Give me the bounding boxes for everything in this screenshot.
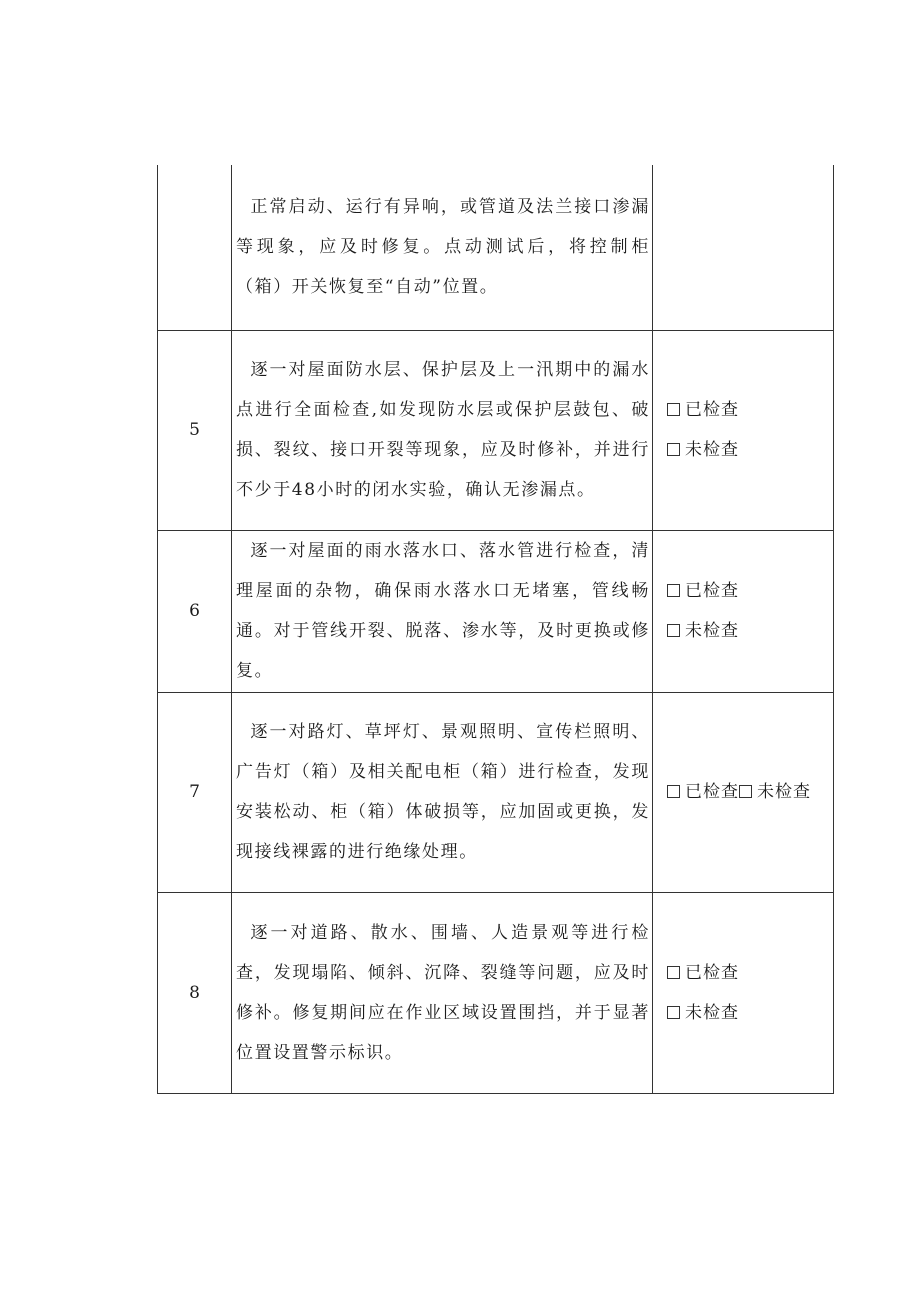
table-row xyxy=(158,165,834,330)
table-row xyxy=(158,892,834,1093)
checkbox-icon[interactable] xyxy=(667,403,680,416)
checked-label: 已检查 xyxy=(685,400,739,420)
checkbox-icon[interactable] xyxy=(667,1006,680,1019)
table-row xyxy=(158,692,834,892)
unchecked-label: 未检查 xyxy=(685,1002,739,1023)
inspection-table xyxy=(157,165,834,1094)
checkbox-icon[interactable] xyxy=(667,624,680,637)
unchecked-label: 未检查 xyxy=(757,782,811,802)
status-cell xyxy=(653,530,834,692)
status-cell xyxy=(653,330,834,530)
item-description: 逐一对路灯、草坪灯、景观照明、宣传栏照明、广告灯（箱）及相关配电柜（箱）进行检查，发现安装松动、柜（箱）体破损等，应加固或更换，发现接线裸露的进行绝缘处理。 xyxy=(232,692,653,892)
item-description: 逐一对屋面的雨水落水口、落水管进行检查，清理屋面的杂物，确保雨水落水口无堵塞，管线畅通。对于管线开裂、脱落、渗水等，及时更换或修复。 xyxy=(232,530,653,692)
checked-option[interactable] xyxy=(667,571,833,611)
checkbox-icon[interactable] xyxy=(667,584,680,597)
unchecked-option[interactable] xyxy=(667,611,833,651)
inspection-table-page xyxy=(157,165,833,1094)
item-description: 逐一对道路、散水、围墙、人造景观等进行检查，发现塌陷、倾斜、沉降、裂缝等问题，应及时修补。修复期间应在作业区域设置围挡，并于显著位置设置警示标识。 xyxy=(232,892,653,1093)
checked-label: 已检查 xyxy=(685,962,739,983)
status-cell xyxy=(653,892,834,1093)
table-row xyxy=(158,330,834,530)
item-number: 5 xyxy=(158,330,232,530)
item-number: 7 xyxy=(158,692,232,892)
item-description: 逐一对屋面防水层、保护层及上一汛期中的漏水点进行全面检查,如发现防水层或保护层鼓包、破损、裂纹、接口开裂等现象，应及时修补，并进行不少于48小时的闭水实验，确认无渗漏点。 xyxy=(232,330,653,530)
checked-label: 已检查 xyxy=(685,782,739,802)
checkbox-icon[interactable] xyxy=(667,966,680,979)
unchecked-label: 未检查 xyxy=(685,621,739,641)
unchecked-option[interactable] xyxy=(667,430,833,470)
status-cell xyxy=(653,692,834,892)
unchecked-option[interactable] xyxy=(667,993,833,1033)
status-cell xyxy=(653,165,834,330)
checked-option[interactable] xyxy=(667,390,833,430)
item-number: 6 xyxy=(158,530,232,692)
unchecked-option[interactable] xyxy=(739,782,811,802)
checkbox-icon[interactable] xyxy=(667,785,680,798)
checkbox-icon[interactable] xyxy=(739,785,752,798)
checkbox-icon[interactable] xyxy=(667,443,680,456)
checked-option[interactable] xyxy=(667,782,739,802)
item-number xyxy=(158,165,232,330)
checked-label: 已检查 xyxy=(685,581,739,601)
checked-option[interactable] xyxy=(667,953,833,993)
table-row xyxy=(158,530,834,692)
item-description: 正常启动、运行有异响，或管道及法兰接口渗漏等现象，应及时修复。点动测试后，将控制柜（箱）开关恢复至“自动”位置。 xyxy=(232,165,653,330)
unchecked-label: 未检查 xyxy=(685,440,739,460)
item-number: 8 xyxy=(158,892,232,1093)
